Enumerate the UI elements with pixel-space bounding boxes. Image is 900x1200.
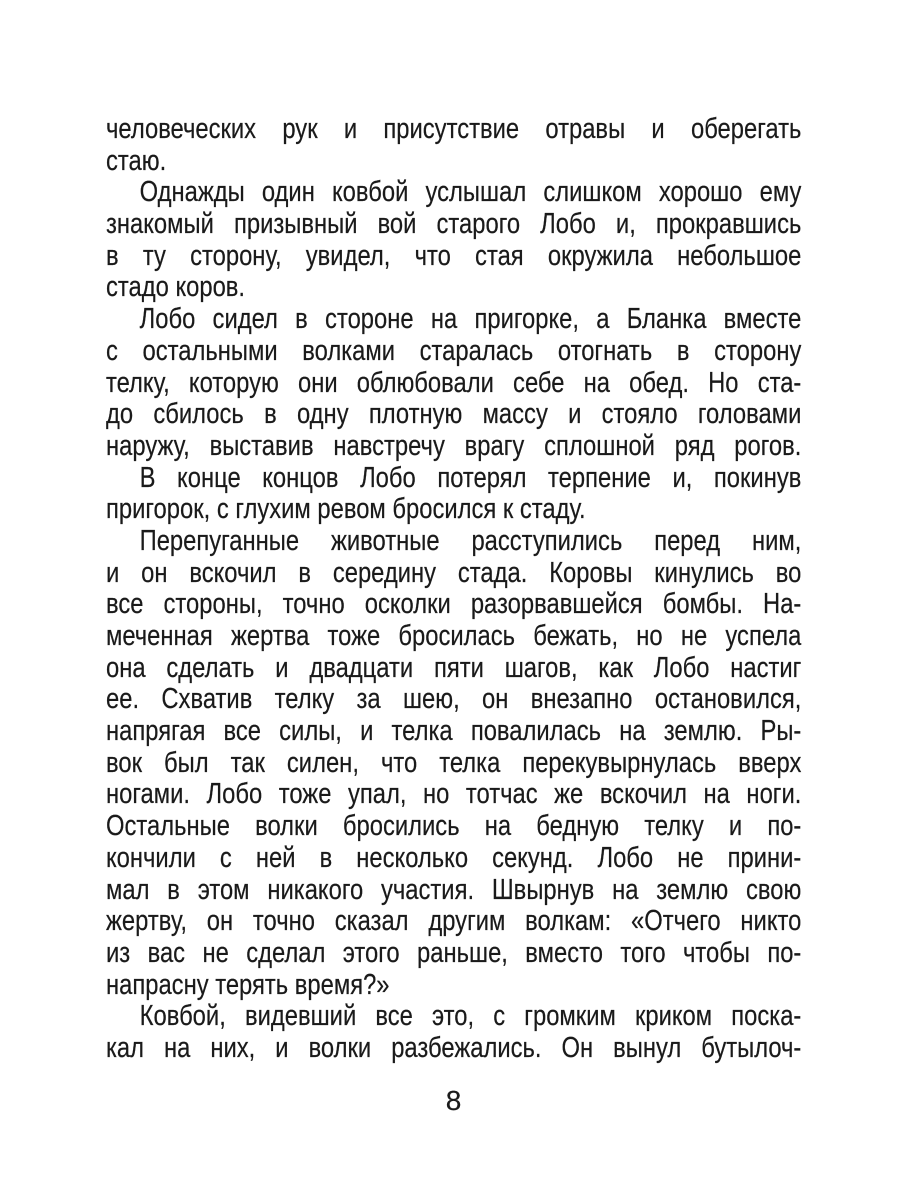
text-line: напрягая все силы, и телка повалилась на землю. Ры- <box>106 716 802 748</box>
text-line: Ковбой, видевший все это, с громким криком поска- <box>139 1001 802 1033</box>
text-block <box>106 114 801 1065</box>
text-line: наружу, выставив навстречу врагу сплошной ряд рогов. <box>106 430 802 462</box>
text-line: она сделать и двадцати пяти шагов, как Лобо настиг <box>106 652 802 684</box>
text-line: и он вскочил в середину стада. Коровы кинулись во <box>106 557 802 589</box>
text-line: до сбилось в одну плотную массу и стояло головами <box>106 399 802 431</box>
text-line: в ту сторону, увидел, что стая окружила небольшое <box>106 240 802 272</box>
text-line: телку, которую они облюбовали себе на обед. Но ста- <box>106 367 802 399</box>
text-line: вок был так силен, что телка перекувырнулась вверх <box>106 747 802 779</box>
text-line: из вас не сделал этого раньше, вместо того чтобы по- <box>106 937 802 969</box>
text-line: жертву, он точно сказал другим волкам: «Отчего никто <box>106 906 802 938</box>
text-line: человеческих рук и присутствие отравы и оберегать <box>106 114 802 145</box>
page-number: 8 <box>445 1085 462 1116</box>
text-line: все стороны, точно осколки разорвавшейся бомбы. На- <box>106 589 802 621</box>
text-line: стаю. <box>106 145 167 177</box>
text-line: знакомый призывный вой старого Лобо и, прокравшись <box>106 209 802 241</box>
text-line: кал на них, и волки разбежались. Он вынул бутылоч- <box>106 1032 802 1064</box>
text-line: мал в этом никакого участия. Швырнув на землю свою <box>106 874 802 906</box>
text-line: Остальные волки бросились на бедную телку и по- <box>106 811 802 843</box>
text-line: ее. Схватив телку за шею, он внезапно остановился, <box>106 684 802 716</box>
text-line: напрасну терять время?» <box>106 969 390 1001</box>
text-line: Лобо сидел в стороне на пригорке, а Бланка вместе <box>139 304 802 336</box>
text-line: кончили с ней в несколько секунд. Лобо не прини- <box>106 842 802 874</box>
text-line: В конце концов Лобо потерял терпение и, покинув <box>139 462 802 494</box>
text-line: стадо коров. <box>106 272 246 304</box>
text-line: пригорок, с глухим ревом бросился к стаду. <box>106 494 586 526</box>
text-line: Перепуганные животные расступились перед ним, <box>139 525 802 557</box>
page-text <box>106 114 801 1065</box>
text-line: меченная жертва тоже бросилась бежать, но не успела <box>106 621 802 652</box>
text-line: Однажды один ковбой услышал слишком хорошо ему <box>139 177 802 209</box>
text-line: с остальными волками старалась отогнать в сторону <box>106 335 802 367</box>
text-line: ногами. Лобо тоже упал, но тотчас же вскочил на ноги. <box>106 779 802 811</box>
